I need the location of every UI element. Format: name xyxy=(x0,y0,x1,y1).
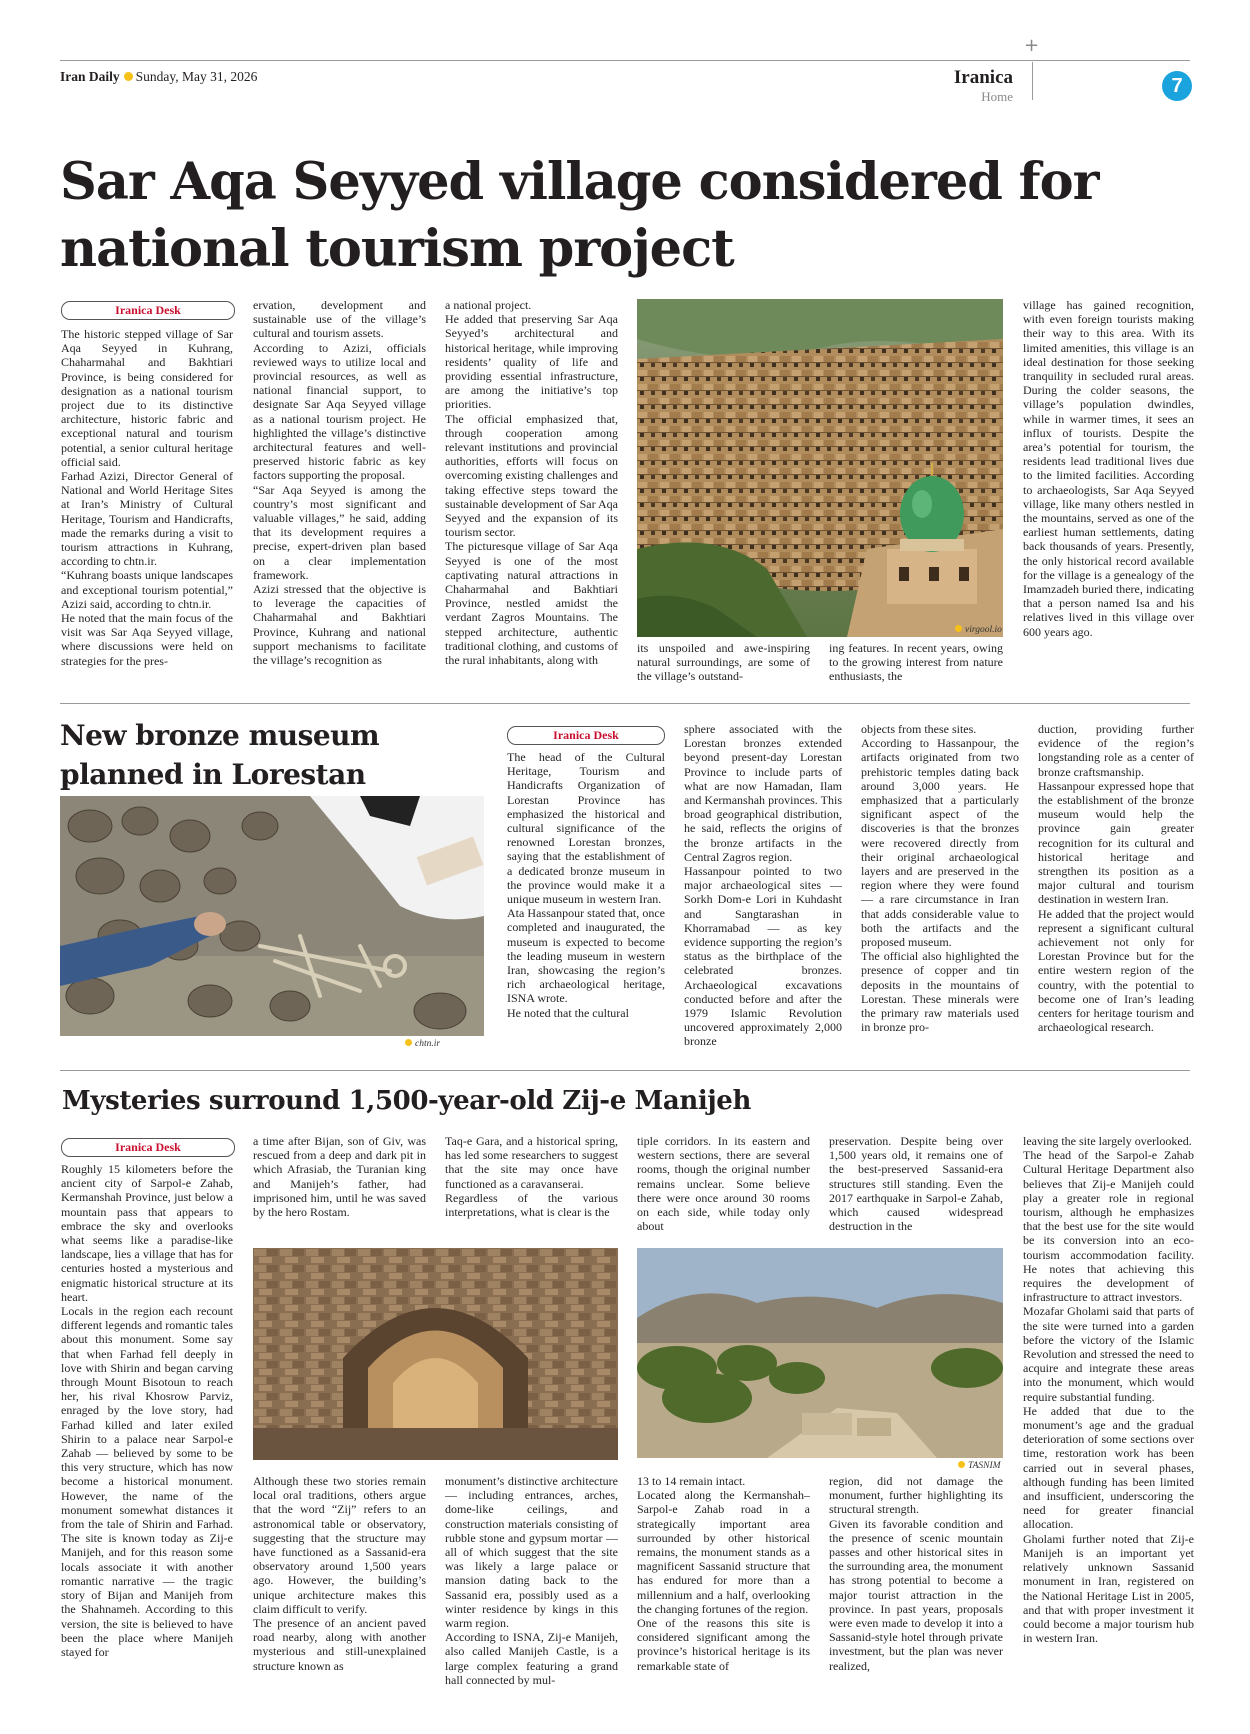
crosshair-icon: + xyxy=(1024,35,1040,56)
article3-col3-bottom: monument’s distinctive architecture — including entrances, arches, dome-like ceilings, and construction materials consisting of rubble stone and gypsum mortar — all of which suggest that the site was likely a large palace or mansion dating back to the Sassanid era, possibly used as a winter residence by kings in this warm region. According to ISNA, Zij-e Manijeh, also called Manijeh Castle, is a large complex featuring a grand hall connected by mul- xyxy=(445,1474,618,1687)
article1-col3: a national project. He added that preserving Sar Aqa Seyyed’s architectural and historical heritage, while improving residents’ quality of life and providing essential infrastructure, are among the initiative’s top priorities. The official emphasized that, through cooperation among relevant institutions and provincial authorities, efforts will focus on overcoming existing challenges and taking effective steps toward the sustainable development of Sar Aqa Seyyed and the expansion of its tourism sector. The picturesque village of Sar Aqa Seyyed is one of the most captivating natural attractions in Chaharmahal and Bakhtiari Province, nestled amidst the verdant Zagros Mountains. The stepped architecture, authentic traditional clothing, and customs of the rural inhabitants, along with xyxy=(445,298,618,668)
article1-title: Sar Aqa Seyyed village considered for national tourism project xyxy=(60,152,1099,279)
article3-col2-top: a time after Bijan, son of Giv, was rescued from a deep and dark pit in which Afrasiab, the Turanian king and Manijeh’s father, had imprisoned him, until he was saved by the hero Rostam. xyxy=(253,1134,426,1220)
rule-2 xyxy=(60,703,1190,704)
article3-photo-vault xyxy=(253,1248,618,1460)
article2-col3: objects from these sites. According to Hassanpour, the artifacts originated from two prehistoric temples dating back around 3,000 years. He emphasized that a particularly significant aspect of the discoveries is that the bronzes were recovered directly from their original archaeological layers and are preserved in the region where they were found — a rare circumstance in Iran that adds considerable value to both the artifacts and the proposed museum. The official also highlighted the presence of copper and tin deposits in the mountains of Lorestan. These minerals were the primary raw materials used in bronze pro- xyxy=(861,722,1019,1035)
dot-icon xyxy=(124,72,133,81)
article1-col4: its unspoiled and awe-inspiring natural surroundings, are some of the village’s outstand- xyxy=(637,641,810,684)
article2-col2: sphere associated with the Lorestan bronzes extended beyond present-day Lorestan Province to include parts of what are now Hamadan, Ilam and Kermanshah provinces. This broad geographical distribution, he said, reflects the origins of the bronze artifacts in the Central Zagros region. Hassanpour pointed to two major archaeological sites — Sorkh Dom-e Lori in Kuhdasht and Sangtarashan in Khorramabad — as key evidence supporting the region’s status as the birthplace of the celebrated bronzes. Archaeological excavations conducted before and after the 1979 Islamic Revolution uncovered approximately 2,000 bronze xyxy=(684,722,842,1049)
page-number: 7 xyxy=(1162,71,1192,101)
top-rule xyxy=(60,60,1190,61)
masthead-divider xyxy=(1032,62,1033,100)
article2-title: New bronze museum planned in Lorestan xyxy=(60,719,380,791)
article3-col5-bottom: region, did not damage the monument, further highlighting its structural strength. Given its favorable condition and the presence of scenic mountain passes and other historical sites in the surrounding area, the monument has strong potential to become a major tourist attraction in the province. In past years, proposals were even made to develop it into a Sassanid-style hotel through private investment, but the plan was never realized, xyxy=(829,1474,1003,1673)
masthead-left xyxy=(60,69,257,85)
article1-desk: Iranica Desk xyxy=(61,301,235,320)
article3-photo-credit: TASNIM xyxy=(958,1461,1001,1471)
article3-col6: leaving the site largely overlooked. The head of the Sarpol-e Zahab Cultural Heritage Department also believes that Zij-e Manijeh could play a greater role in regional tourism, although he emphasizes that the best use for the site would be its conversion into an eco-tourism accommodation facility. He notes that achieving this requires the development of infrastructure to attract investors. Mozafar Gholami said that parts of the site were turned into a garden before the victory of the Islamic Revolution and stressed the need to acquire and integrate these areas into the monument, which would require substantial funding. He added that due to the monument’s age and the gradual deterioration of some sections over time, restoration work has been carried out in several phases, although funding has been limited and insufficient, underscoring the need for greater financial allocation. Gholami further noted that Zij-e Manijeh is an important yet relatively unknown Sassanid monument in Iran, registered on the National Heritage List in 2005, and that with proper investment it could become a major tourism hub in western Iran. xyxy=(1023,1134,1194,1646)
article1-col6: village has gained recognition, with even foreign tourists making their way to this area. With its limited amenities, this village is an ideal destination for those seeking tranquility in secluded rural areas. During the colder seasons, the village’s population dwindles, while in warmer times, it sees an influx of tourists. Despite the area’s potential for tourism, the residents lead traditional lives due to the limited facilities. According to archaeologists, Sar Aqa Seyyed village, like many others nestled in the mountains, served as one of the earliest human settlements, dating back thousands of years. Presently, the only historical record available for the village is a genealogy of the Imamzadeh buried there, indicating that a person named Isa and his relatives lived in this village over 600 years ago. xyxy=(1023,298,1194,639)
issue-date: Sunday, May 31, 2026 xyxy=(135,69,258,84)
rule-3 xyxy=(60,1070,1190,1071)
section-sub: Home xyxy=(981,89,1013,104)
article2-photo xyxy=(60,796,484,1036)
article1-col2: ervation, development and sustainable use of the village’s cultural and tourism assets. According to Azizi, officials reviewed ways to utilize local and provincial resources, as well as national financial support, to designate Sar Aqa Seyyed village as a national tourism project. He highlighted the village’s distinctive architectural features and well-preserved historic fabric as key factors supporting the proposal. “Sar Aqa Seyyed is among the country’s most significant and valuable villages,” he said, adding that its development requires a precise, expert-driven plan based on a clear implementation framework. Azizi stressed that the objective is to leverage the capacities of Chaharmahal and Bakhtiari Province, Kuhrang and national support mechanisms to facilitate the village’s recognition as xyxy=(253,298,426,668)
article3-col5-top: preservation. Despite being over 1,500 years old, it remains one of the best-preserved Sassanid-era structures still standing. Even the 2017 earthquake in Sarpol-e Zahab, which caused widespread destruction in the xyxy=(829,1134,1003,1234)
article3-col4-top: tiple corridors. In its eastern and western sections, there are several rooms, though the original number remains unclear. Some believe there were once around 30 rooms on each side, while today only about xyxy=(637,1134,810,1234)
stone-vault-photo xyxy=(253,1248,618,1460)
article2-col4: duction, providing further evidence of the region’s longstanding role as a center of bronze craftsmanship. Hassanpour expressed hope that the establishment of the bronze museum would help the province gain greater recognition for its cultural and historical heritage and strengthen its position as a major cultural and tourism destination in western Iran. He added that the project would represent a significant cultural achievement not only for Lorestan Province but for the entire western region of the country, with the potential to become one of Iran’s leading centers for heritage tourism and archaeological research. xyxy=(1038,722,1194,1035)
bronze-excavation-photo xyxy=(60,796,484,1036)
paper-name: Iran Daily xyxy=(60,69,120,84)
article1-photo xyxy=(637,299,1003,637)
article1-col1: The historic stepped village of Sar Aqa Seyyed in Kuhrang, Chaharmahal and Bakhtiari Province, is being considered for designation as a national tourism project due to its distinctive architecture, historic fabric and exceptional natural and tourism potential, a senior cultural heritage official said. Farhad Azizi, Director General of National and World Heritage Sites at Iran’s Ministry of Cultural Heritage, Tourism and Handicrafts, made the remarks during a visit to tourism attractions in Kuhrang, according to chtn.ir. “Kuhrang boasts unique landscapes and exceptional tourism potential,” Azizi said, according to chtn.ir. He noted that the main focus of the visit was Sar Aqa Seyyed village, where discussions were held on strategies for the pres- xyxy=(61,327,233,668)
article3-photo-site xyxy=(637,1248,1003,1458)
article3-col4-bottom: 13 to 14 remain intact. Located along the Kermanshah–Sarpol-e Zahab road in a strategically important area surrounded by other historical remains, the monument stands as a magnificent Sassanid structure that has endured for more than a millennium and a half, overlooking the changing fortunes of the region. One of the reasons this site is considered significant among the province’s historical heritage is its remarkable state of xyxy=(637,1474,810,1673)
ruins-landscape-photo xyxy=(637,1248,1003,1458)
article3-col2-bottom: Although these two stories remain local oral traditions, others argue that the word “Zij” refers to an astronomical table or observatory, suggesting that the structure may have functioned as a Sassanid-era observatory around 1,500 years ago. However, the building’s unique architecture makes this claim difficult to verify. The presence of an ancient paved road nearby, along with another mysterious and still-unexplained structure known as xyxy=(253,1474,426,1673)
article2-photo-credit: chtn.ir xyxy=(405,1039,440,1049)
article1-photo-credit: virgool.io xyxy=(955,625,1002,635)
article3-title: Mysteries surround 1,500-year-old Zij-e Manijeh xyxy=(62,1086,751,1116)
article2-col1: The head of the Cultural Heritage, Tourism and Handicrafts Organization of Lorestan Province has emphasized the historical and cultural significance of the renowned Lorestan bronzes, saying that the establishment of a dedicated bronze museum in the province would make it a unique museum in western Iran. Ata Hassanpour stated that, once completed and inaugurated, the museum is expected to become the leading museum in western Iran, showcasing the region’s rich archaeological heritage, ISNA wrote. He noted that the cultural xyxy=(507,750,665,1020)
article3-col1: Roughly 15 kilometers before the ancient city of Sarpol-e Zahab, Kermanshah Province, just below a mountain pass that appears to embrace the sky and overlooks what seems like a paradise-like landscape, lies a village that has for centuries hosted a mysterious and enigmatic historical structure at its heart. Locals in the region each recount different legends and romantic tales about this monument. Some say that when Farhad fell deeply in love with Shirin and began carving through Mount Bisotoun to reach her, his rival Khosrow Parviz, enraged by the love story, had Farhad killed and later exiled Shirin to a palace near Sarpol-e Zahab — believed by some to be this very structure, which has now become a historical monument. However, the name of the monument somewhat distances it from the tale of Shirin and Farhad. The site is known today as Zij-e Manijeh, and for this reason some locals associate it with another romantic narrative — the tragic story of Bijan and Manijeh from the Shahnameh. According to this version, the site is believed to have been the place where Manijeh stayed for xyxy=(61,1162,233,1659)
section-name: Iranica xyxy=(953,67,1013,88)
article1-col5: ing features. In recent years, owing to the growing interest from nature enthusiasts, the xyxy=(829,641,1003,684)
article3-desk: Iranica Desk xyxy=(61,1138,235,1157)
article2-desk: Iranica Desk xyxy=(507,726,665,745)
stepped-village-photo xyxy=(637,299,1003,637)
article3-col3-top: Taq-e Gara, and a historical spring, has led some researchers to suggest that the site may once have functioned as a caravanserai. Regardless of the various interpretations, what is clear is the xyxy=(445,1134,618,1220)
